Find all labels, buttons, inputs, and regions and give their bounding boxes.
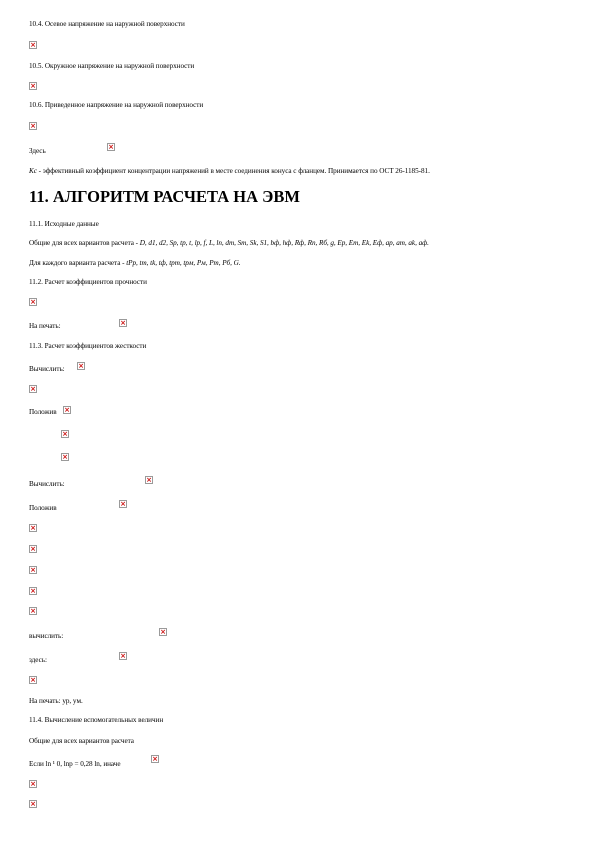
broken-image-icon: × <box>62 430 68 438</box>
kc-description: - эффективный коэффициент концентрации напряжений в месте соединения конуса с фланцем. Принимается по ОСТ 26-1185-81. <box>36 167 430 175</box>
broken-image-icon: × <box>30 800 36 808</box>
broken-image-icon: × <box>30 524 36 532</box>
broken-image-icon: × <box>30 41 36 49</box>
broken-image-icon: × <box>120 652 126 660</box>
compute-label: Вычислить: <box>29 365 65 373</box>
print-output: На печать: yp, yм. <box>29 697 83 705</box>
broken-image-icon: × <box>30 545 36 553</box>
assuming-label: Положив <box>29 408 57 416</box>
common-label: Общие для всех вариантов расчета <box>29 737 134 745</box>
broken-image-icon: × <box>30 587 36 595</box>
per-variant-list: tPp, tm, tk, tф, tpm, tpм, Pм, Pm, Pб, G. <box>126 259 241 267</box>
kc-definition <box>29 167 430 176</box>
broken-image-icon: × <box>160 628 166 636</box>
broken-image-icon: × <box>152 755 158 763</box>
broken-image-icon: × <box>78 362 84 370</box>
section-heading: 11. АЛГОРИТМ РАСЧЕТА НА ЭВМ <box>29 187 300 206</box>
broken-image-icon: × <box>120 319 126 327</box>
broken-image-icon: × <box>30 122 36 130</box>
common-inputs <box>29 239 429 248</box>
here-label: Здесь <box>29 147 46 155</box>
broken-image-icon: × <box>64 406 70 414</box>
common-inputs-list: D, d1, d2, Sp, tp, t, lp, f, L, ln, dm, Sm, Sk, S1, bф, hф, Rф, Rn, Rб, g, Ep, Em, Ek, Eф, ap, am, ak, aф. <box>139 239 429 247</box>
common-inputs-label: Общие для всех вариантов расчета - <box>29 239 140 247</box>
section-11-1: 11.1. Исходные данные <box>29 220 99 228</box>
broken-image-icon: × <box>146 476 152 484</box>
section-11-4: 11.4. Вычисление вспомогательных величин <box>29 716 164 724</box>
per-variant-inputs <box>29 259 240 268</box>
assuming-label: Положив <box>29 504 57 512</box>
broken-image-icon: × <box>30 566 36 574</box>
broken-image-icon: × <box>30 385 36 393</box>
section-11-2: 11.2. Расчет коэффициентов прочности <box>29 278 147 286</box>
kc-symbol: Kc <box>29 167 37 175</box>
section-10-6: 10.6. Приведенное напряжение на наружной поверхности <box>29 101 204 109</box>
broken-image-icon: × <box>30 298 36 306</box>
broken-image-icon: × <box>62 453 68 461</box>
compute-label: вычислить: <box>29 632 64 640</box>
section-10-4: 10.4. Осевое напряжение на наружной поверхности <box>29 20 185 28</box>
compute-label: Вычислить: <box>29 480 65 488</box>
broken-image-icon: × <box>120 500 126 508</box>
per-variant-label: Для каждого варианта расчета - <box>29 259 127 267</box>
broken-image-icon: × <box>108 143 114 151</box>
broken-image-icon: × <box>30 780 36 788</box>
broken-image-icon: × <box>30 607 36 615</box>
broken-image-icon: × <box>30 676 36 684</box>
where-label: здесь: <box>29 656 47 664</box>
print-label: На печать: <box>29 322 61 330</box>
broken-image-icon: × <box>30 82 36 90</box>
section-11-3: 11.3. Расчет коэффициентов жесткости <box>29 342 147 350</box>
section-10-5: 10.5. Окружное напряжение на наружной поверхности <box>29 62 195 70</box>
condition-line: Если ln ¹ 0, lnp = 0,28 ln, иначе <box>29 760 121 768</box>
